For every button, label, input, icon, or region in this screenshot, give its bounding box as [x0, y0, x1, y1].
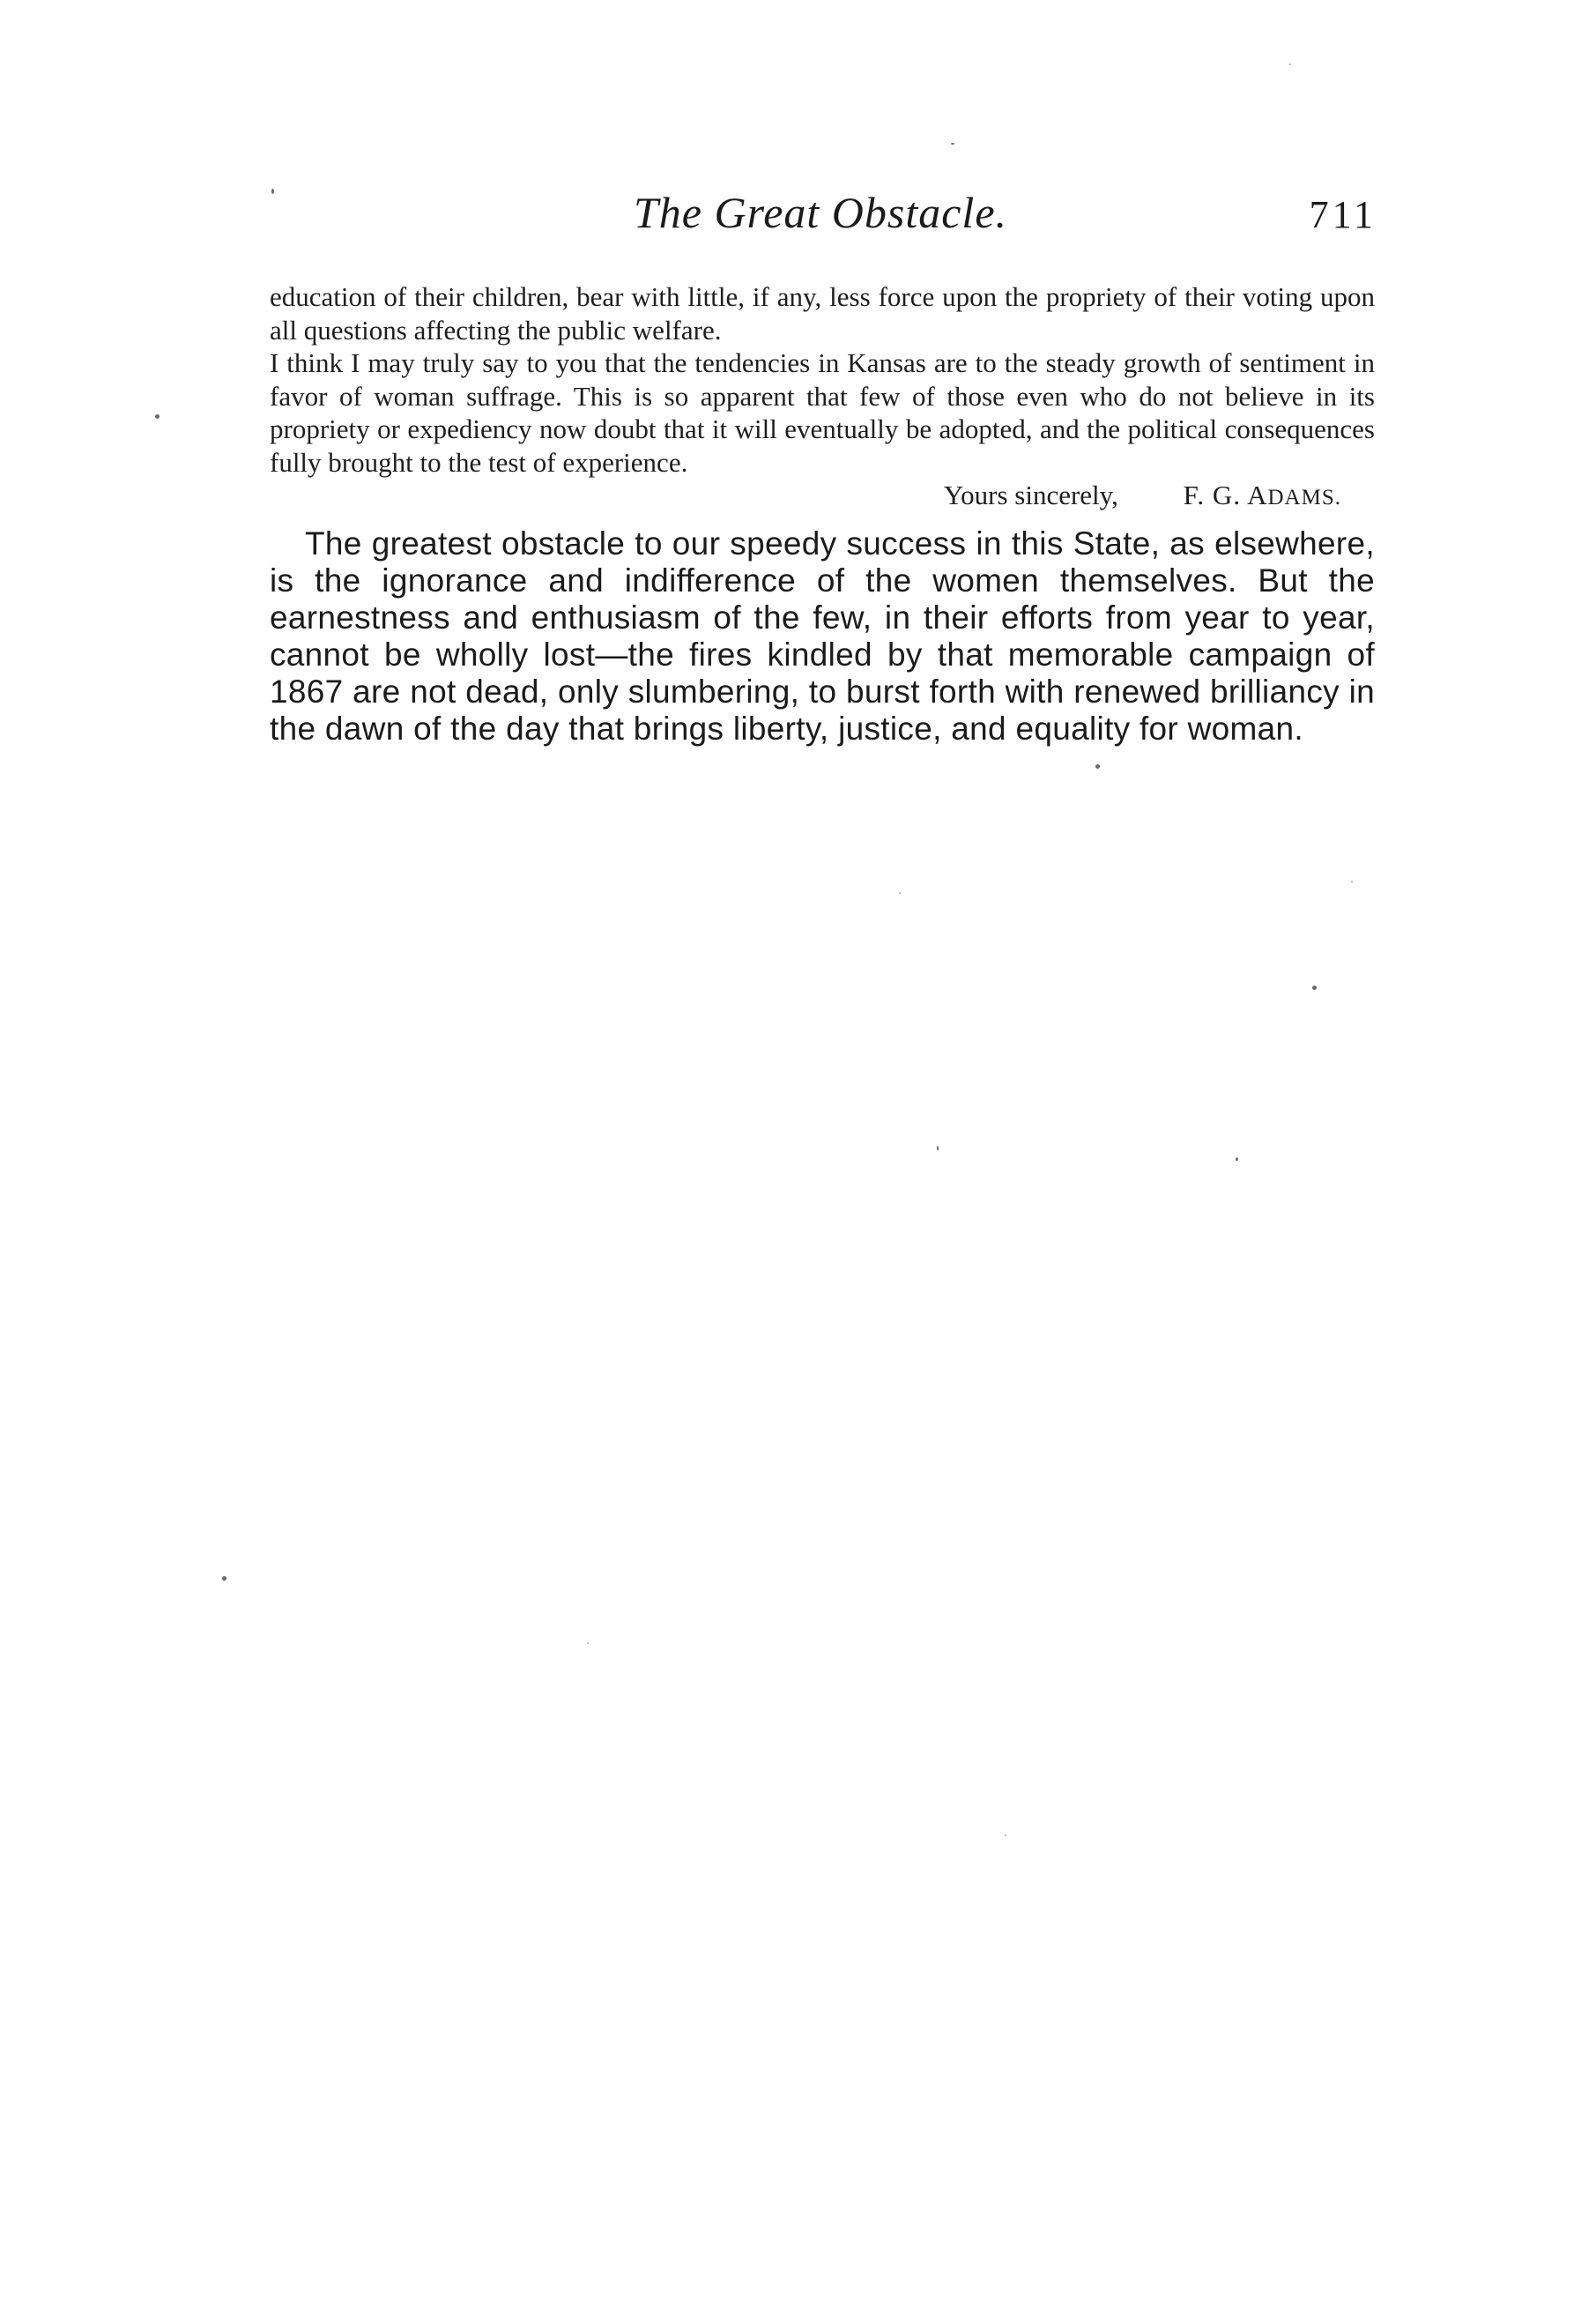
letter-excerpt: [270, 280, 1375, 515]
main-text: [270, 525, 1375, 748]
running-title: The Great Obstacle.: [633, 188, 1008, 237]
running-head: [264, 187, 1377, 249]
page-number: 711: [1309, 193, 1377, 236]
letter-signature: [1184, 479, 1341, 515]
letter-paragraph: education of their children, bear with little, if any, less force upon the propriety of their voting upon all questions affecting the public welfare.: [270, 281, 1375, 346]
letter-signoff: [270, 479, 1375, 515]
signature-initials: F. G. A: [1183, 480, 1268, 510]
body-paragraph: The greatest obstacle to our speedy success in this State, as elsewhere, is the ignorance and indifference of the women themselves. But the earnestness and enthusiasm of the few, in their efforts from year to year, cannot be wholly lost—the fires kindled by that memorable campaign of 1867 are not dead, only slumbering, to burst forth with renewed brilliancy in the dawn of the day that brings liberty, justice, and equality for woman.: [270, 525, 1375, 747]
signature-surname: DAMS.: [1267, 486, 1341, 510]
letter-paragraph: I think I may truly say to you that the tendencies in Kansas are to the steady growth of sentiment in favor of woman suffrage. This is so apparent that few of those even who do not believe in its propriety or expediency now doubt that it will eventually be adopted, and the political consequences fully brought to the test of experience.: [270, 347, 1375, 478]
letter-closing: Yours sincerely,: [943, 480, 1118, 510]
